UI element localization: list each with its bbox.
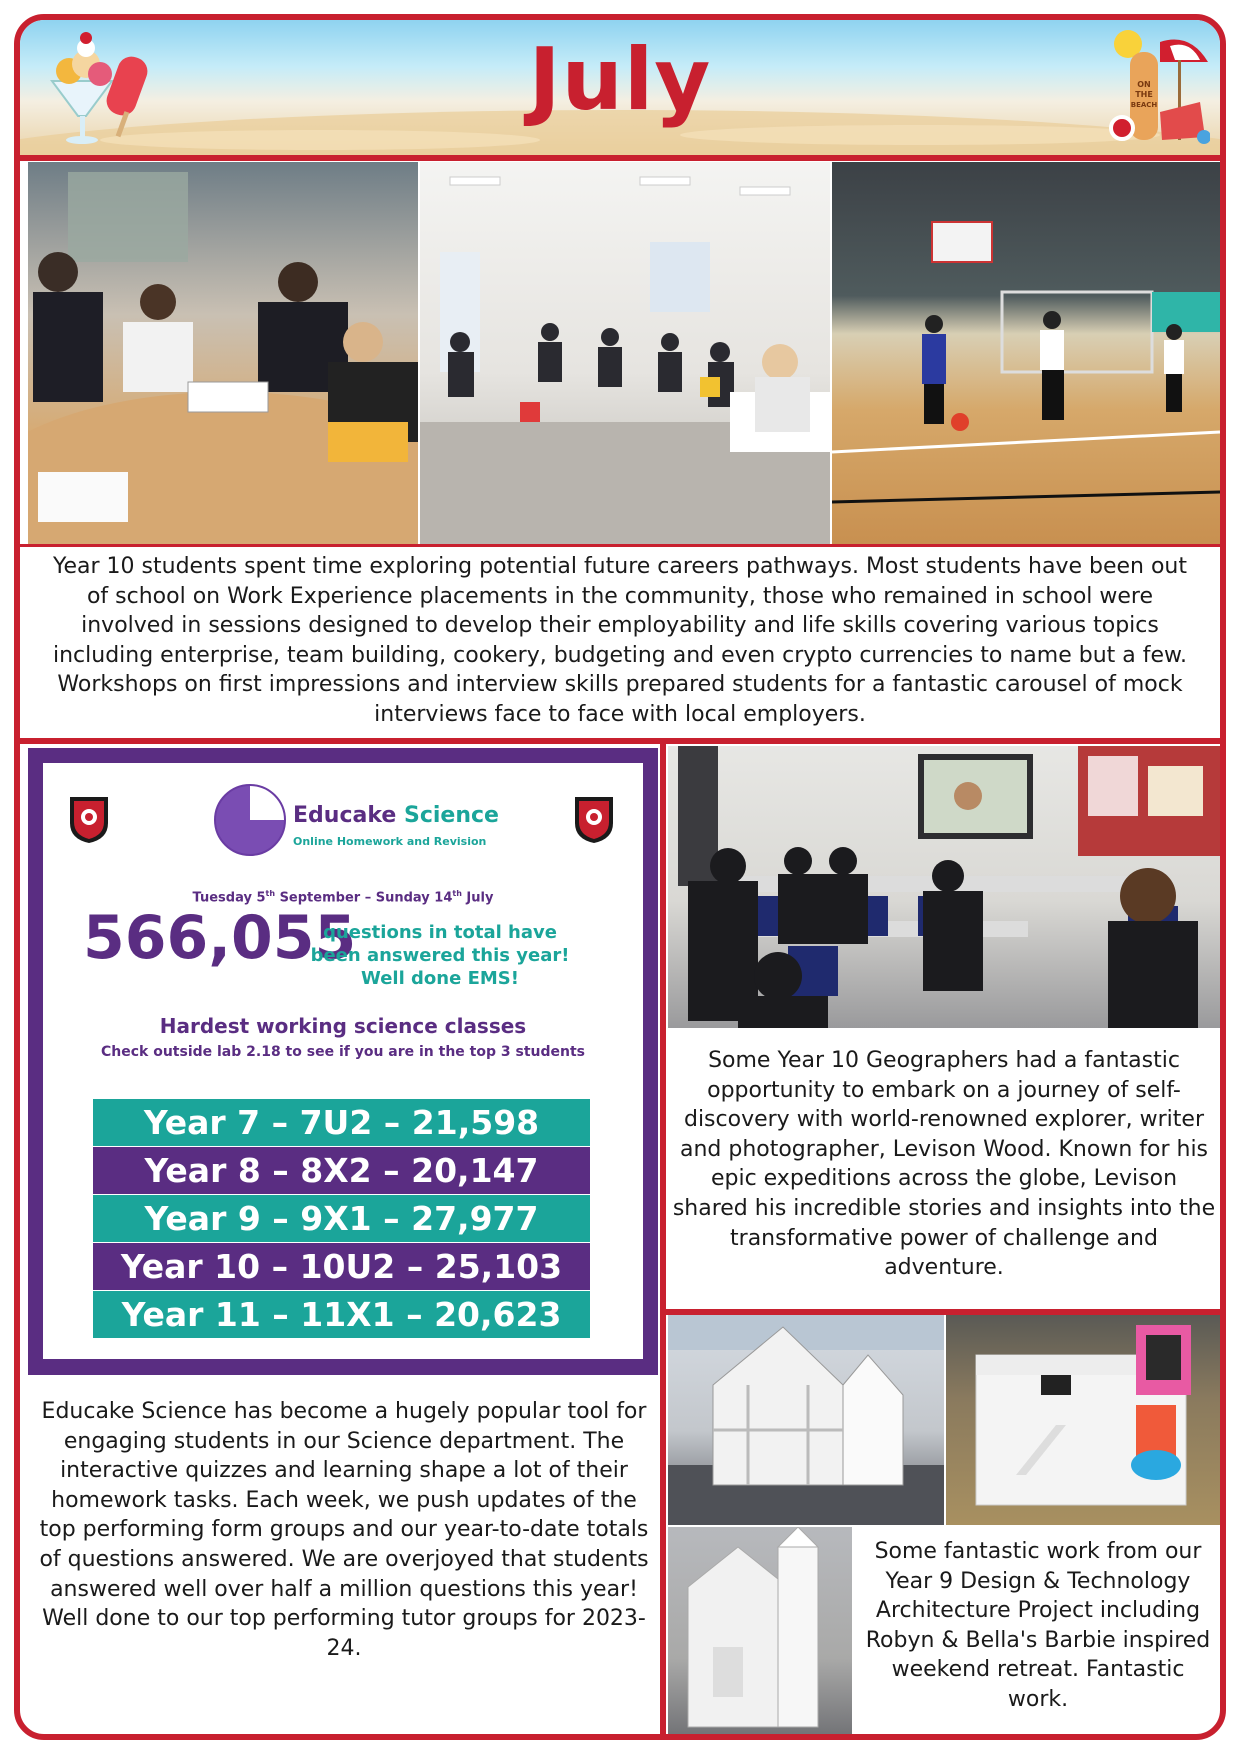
dt-photo-barbie-house: [946, 1315, 1220, 1525]
hardest-classes-note: Check outside lab 2.18 to see if you are in the top 3 students: [100, 1044, 586, 1060]
school-crest-icon: [68, 795, 110, 845]
dt-photo-tudor-house: [668, 1315, 944, 1525]
careers-photo-hall-workshop: [420, 162, 830, 544]
class-row-year-8: Year 8 – 8X2 – 20,147: [93, 1147, 590, 1194]
educake-date-range: Tuesday 5th September – Sunday 14th July: [192, 889, 494, 906]
educake-poster: [28, 748, 658, 1375]
class-row-year-10: Year 10 – 10U2 – 25,103: [93, 1243, 590, 1290]
svg-text:BEACH: BEACH: [1130, 101, 1158, 109]
class-row-year-11: Year 11 – 11X1 – 20,623: [93, 1291, 590, 1338]
svg-text:ON: ON: [1137, 80, 1151, 89]
dt-text: Some fantastic work from our Year 9 Design & Technology Architecture Project including Robyn & Bella's Barbie inspired weekend retreat. Fantastic work.: [865, 1539, 1211, 1712]
careers-photo-sports-hall: [832, 162, 1220, 544]
divider: [660, 744, 666, 1740]
school-crest-icon: [573, 795, 615, 845]
careers-text: Year 10 students spent time exploring potential future careers pathways. Most students have been out of school on Work Experience placements in the community, those who remained in school were involved in sessions designed to develop their employability and life skills covering various topics including enterprise, team building, cookery, budgeting and even crypto currencies to name but a few. Workshops on first impressions and interview skills prepared students for a fantastic carousel of mock interviews face to face with local employers.: [52, 554, 1188, 727]
questions-total-message: questions in total have been answered this year! Well done EMS!: [310, 922, 570, 989]
questions-total: 566,055: [83, 903, 357, 973]
dt-photo-church-model: [668, 1527, 852, 1740]
divider: [20, 155, 1220, 161]
header-banner: [20, 20, 1220, 155]
divider: [20, 544, 1220, 547]
careers-photo-classroom-table: [28, 162, 418, 544]
educake-brand: Educake Science: [293, 803, 499, 828]
geography-text: Some Year 10 Geographers had a fantastic opportunity to embark on a journey of self-discovery with world-renowned explorer, writer and photographer, Levison Wood. Known for his epic expeditions across the globe, Levison shared his incredible stories and insights into the transformative power of challenge and adventure.: [672, 1048, 1216, 1281]
class-row-year-9: Year 9 – 9X1 – 27,977: [93, 1195, 590, 1242]
newsletter-page: [14, 14, 1226, 1740]
class-row-year-7: Year 7 – 7U2 – 21,598: [93, 1099, 590, 1146]
educake-subtitle: Online Homework and Revision: [293, 835, 487, 848]
divider: [20, 738, 1220, 744]
hardest-classes-heading: Hardest working science classes: [159, 1014, 527, 1038]
svg-text:THE: THE: [1135, 90, 1153, 99]
geography-photo-classroom: [668, 746, 1220, 1028]
educake-logo-icon: [213, 783, 287, 857]
educake-poster-card: [43, 763, 643, 1359]
educake-text: Educake Science has become a hugely popular tool for engaging students in our Science department. The interactive quizzes and learning shape a lot of their homework tasks. Each week, we push updates of the top performing form groups and our year-to-date totals of questions answered. We are overjoyed that students answered well over half a million questions this year! Well done to our top performing tutor groups for 2023-24.: [39, 1399, 649, 1661]
page-title: July: [528, 30, 712, 130]
